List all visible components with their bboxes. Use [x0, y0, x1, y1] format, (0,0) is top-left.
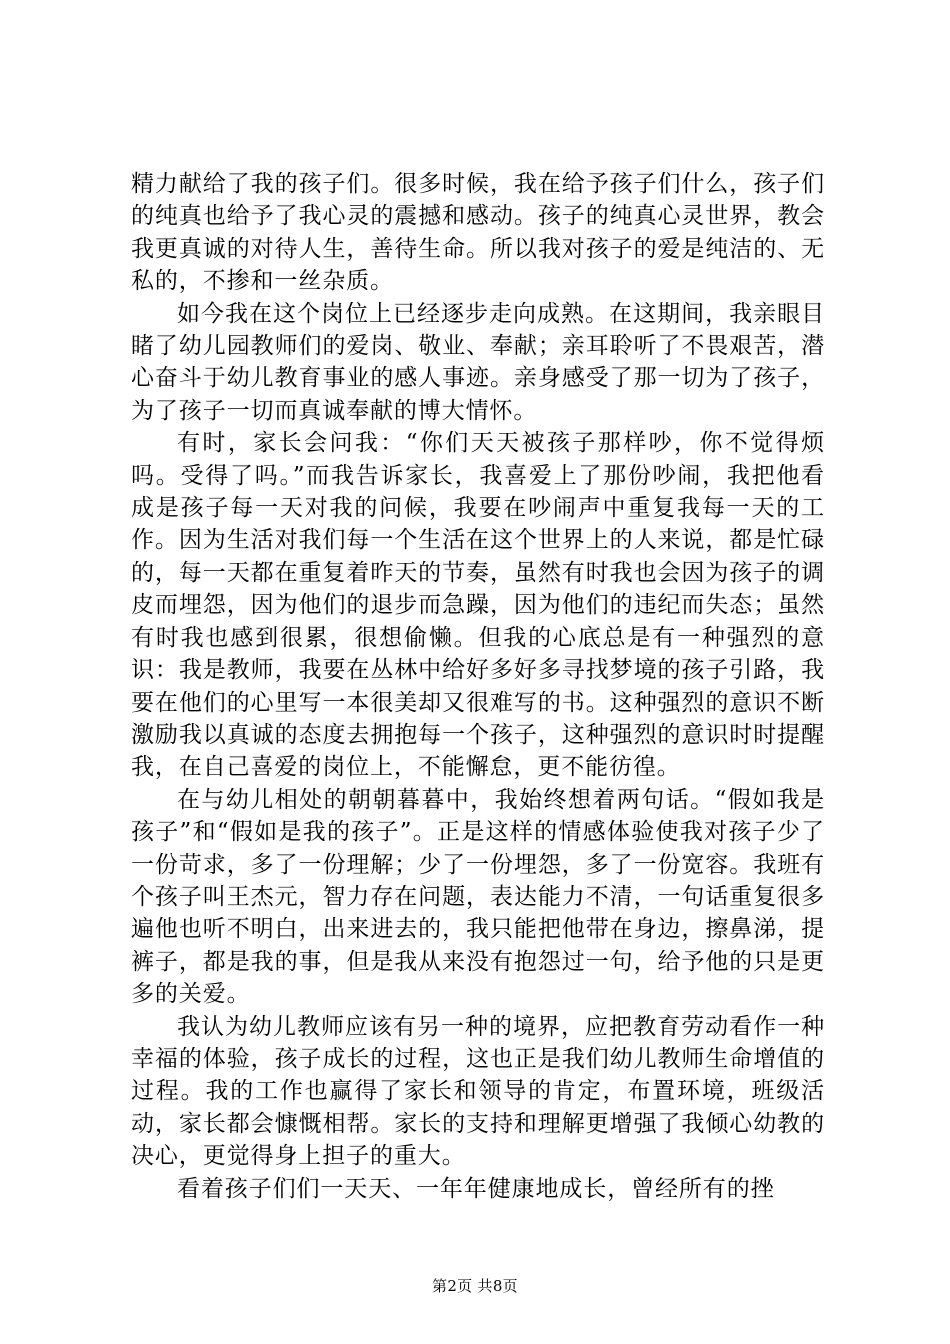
paragraph: 如今我在这个岗位上已经逐步走向成熟。在这期间，我亲眼目睹了幼儿园教师们的爱岗、敬业、奉献；亲耳聆听了不畏艰苦，潜心奋斗于幼儿教育事业的感人事迹。亲身感受了那一切为了孩子，为了孩子一切而真诚奉献的博大情怀。	[131, 300, 825, 424]
page-number-footer: 第2页 共8页	[432, 1277, 518, 1295]
paragraph: 我认为幼儿教师应该有另一种的境界，应把教育劳动看作一种幸福的体验，孩子成长的过程，这也正是我们幼儿教师生命增值的过程。我的工作也赢得了家长和领导的肯定，布置环境，班级活动，家长都会慷慨相帮。家长的支持和理解更增强了我倾心幼教的决心，更觉得身上担子的重大。	[131, 1013, 825, 1170]
paragraph: 有时，家长会问我：“你们天天被孩子那样吵，你不觉得烦吗。受得了吗。”而我告诉家长，我喜爱上了那份吵闹，我把他看成是孩子每一天对我的问候，我要在吵闹声中重复我每一天的工作。因为生活对我们每一个生活在这个世界上的人来说，都是忙碌的，每一天都在重复着昨天的节奏，虽然有时我也会因为孩子的调皮而埋怨，因为他们的退步而急躁，因为他们的违纪而失态；虽然有时我也感到很累，很想偷懒。但我的心底总是有一种强烈的意识：我是教师，我要在丛林中给好多好多寻找梦境的孩子引路，我要在他们的心里写一本很美却又很难写的书。这种强烈的意识不断激励我以真诚的态度去拥抱每一个孩子，这种强烈的意识时时提醒我，在自己喜爱的岗位上，不能懈怠，更不能彷徨。	[131, 430, 825, 781]
paragraph: 在与幼儿相处的朝朝暮暮中，我始终想着两句话。“假如我是孩子”和“假如是我的孩子”。正是这样的情感体验使我对孩子少了一份苛求，多了一份理解；少了一份埋怨，多了一份宽容。我班有个孩子叫王杰元，智力存在问题，表达能力不清，一句话重复很多遍他也听不明白，出来进去的，我只能把他带在身边，擦鼻涕，提裤子，都是我的事，但是我从来没有抱怨过一句，给予他的只是更多的关爱。	[131, 786, 825, 1008]
paragraph: 看着孩子们们一天天、一年年健康地成长，曾经所有的挫	[177, 1175, 775, 1202]
paragraph-continued: 精力献给了我的孩子们。很多时候，我在给予孩子们什么，孩子们的纯真也给予了我心灵的震撼和感动。孩子的纯真心灵世界，教会我更真诚的对待人生，善待生命。所以我对孩子的爱是纯洁的、无私的，不掺和一丝杂质。	[131, 171, 825, 295]
document-body	[131, 168, 825, 1205]
